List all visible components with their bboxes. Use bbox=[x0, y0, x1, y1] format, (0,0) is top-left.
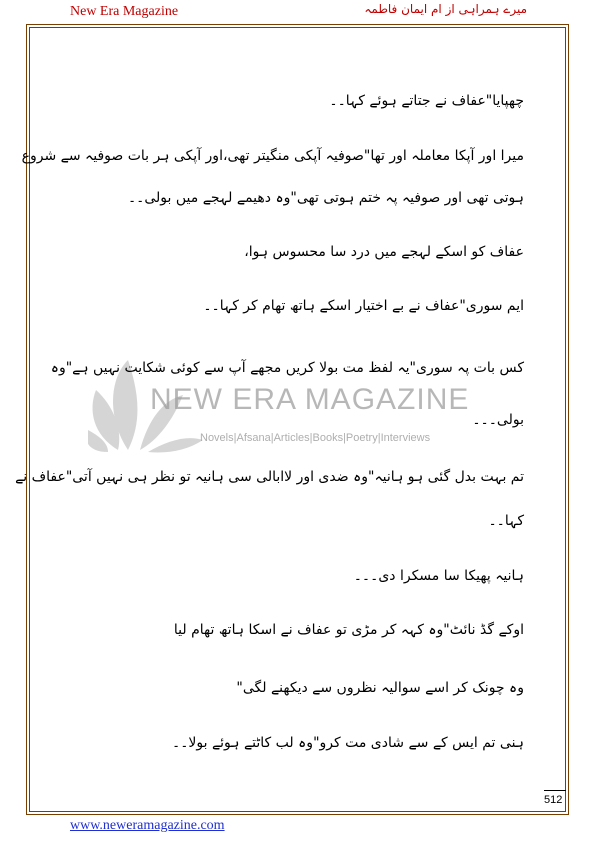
watermark-title: NEW ERA MAGAZINE bbox=[150, 383, 470, 416]
website-link[interactable]: www.neweramagazine.com bbox=[70, 818, 225, 833]
novel-title: میرے ہمراہی از ام ایمان فاطمہ bbox=[364, 2, 527, 16]
text-line: اوکے گڈ نائٹ"وہ کہہ کر مڑی تو عفاف نے اسکا ہاتھ تھام لیا bbox=[173, 622, 524, 638]
watermark-subtitle: Novels|Afsana|Articles|Books|Poetry|Interviews bbox=[200, 432, 431, 444]
text-line: ہوتی تھی اور صوفیہ پہ ختم ہوتی تھی"وہ دھیمے لہجے میں بولی۔۔ bbox=[127, 190, 524, 206]
text-line: میرا اور آپکا معاملہ اور تھا"صوفیہ آپکی منگیتر تھی،اور آپکی ہر بات صوفیہ سے شروع bbox=[21, 148, 524, 164]
text-line: تم بہت بدل گئی ہو ہانیہ"وہ ضدی اور لاابالی سی ہانیہ تو نظر ہی نہیں آتی"عفاف نے bbox=[15, 469, 524, 485]
page-number: 512 bbox=[544, 794, 563, 806]
text-line: عفاف کو اسکے لہجے میں درد سا محسوس ہوا، bbox=[244, 244, 524, 260]
text-line: چھپایا"عفاف نے جتاتے ہوئے کہا۔۔ bbox=[329, 93, 524, 109]
text-line: ایم سوری"عفاف نے بے اختیار اسکے ہاتھ تھام کر کہا۔۔ bbox=[203, 298, 524, 314]
text-line: کس بات پہ سوری"یہ لفظ مت بولا کریں مجھے آپ سے کوئی شکایت نہیں ہے"وہ bbox=[50, 360, 524, 376]
text-line: بولی۔۔۔ bbox=[472, 412, 524, 428]
text-line: ہنی تم ایس کے سے شادی مت کرو"وہ لب کاٹتے ہوئے بولا۔۔ bbox=[171, 735, 524, 751]
text-line: ہانیہ پھیکا سا مسکرا دی۔۔۔ bbox=[353, 568, 524, 584]
magazine-name: New Era Magazine bbox=[70, 4, 179, 19]
page-number-rule bbox=[544, 790, 566, 791]
text-line: کہا۔۔ bbox=[488, 513, 524, 529]
text-line: وہ چونک کر اسے سوالیہ نظروں سے دیکھنے لگی" bbox=[236, 680, 524, 696]
